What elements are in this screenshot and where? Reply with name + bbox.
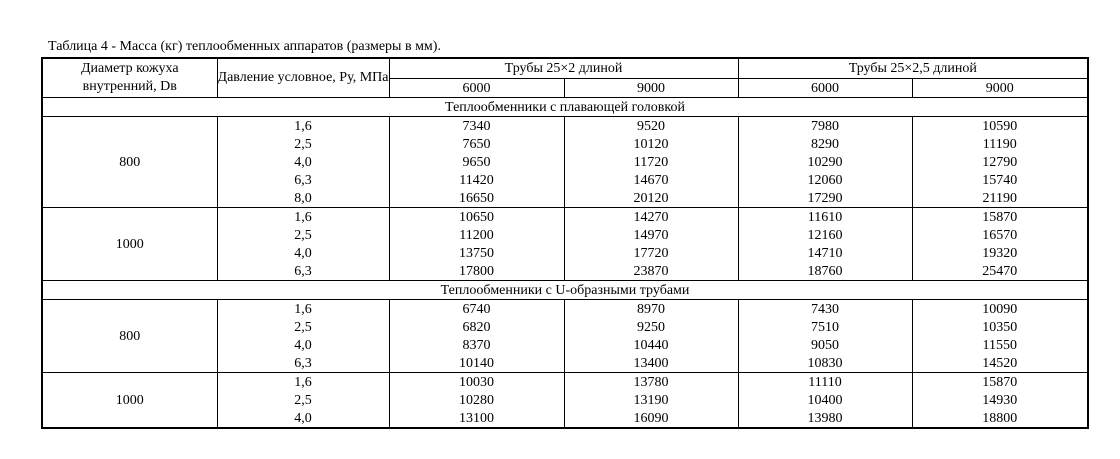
- mass-cell: 10830: [738, 354, 912, 373]
- mass-cell: 8970: [564, 300, 738, 319]
- mass-cell: 16570: [912, 226, 1088, 244]
- header-group-25x2-5: Трубы 25×2,5 длиной: [738, 58, 1088, 79]
- table-row: [42, 300, 1088, 319]
- mass-cell: 10280: [389, 391, 564, 409]
- mass-cell: 10290: [738, 153, 912, 171]
- mass-cell: 7510: [738, 318, 912, 336]
- mass-cell: 17290: [738, 189, 912, 208]
- mass-cell: 16090: [564, 409, 738, 428]
- mass-cell: 11610: [738, 208, 912, 227]
- pressure-cell: 4,0: [217, 153, 389, 171]
- header-row-1: [42, 58, 1088, 79]
- mass-cell: 25470: [912, 262, 1088, 281]
- pressure-cell: 1,6: [217, 300, 389, 319]
- mass-cell: 10120: [564, 135, 738, 153]
- table-caption: Таблица 4 - Масса (кг) теплообменных аппаратов (размеры в мм).: [48, 39, 441, 54]
- diameter-cell: 1000: [42, 373, 217, 429]
- mass-cell: 11720: [564, 153, 738, 171]
- mass-table: [41, 57, 1089, 429]
- section-row: [42, 281, 1088, 300]
- mass-cell: 10650: [389, 208, 564, 227]
- mass-cell: 18760: [738, 262, 912, 281]
- pressure-cell: 6,3: [217, 171, 389, 189]
- section-row: [42, 98, 1088, 117]
- mass-cell: 10140: [389, 354, 564, 373]
- mass-cell: 11110: [738, 373, 912, 392]
- mass-cell: 18800: [912, 409, 1088, 428]
- mass-cell: 8290: [738, 135, 912, 153]
- header-diameter: Диаметр кожуха внутренний, Dв: [42, 58, 217, 98]
- header-length-b1: 6000: [738, 79, 912, 98]
- mass-cell: 7980: [738, 117, 912, 136]
- header-pressure: Давление условное, Ру, МПа: [217, 58, 389, 98]
- mass-cell: 20120: [564, 189, 738, 208]
- mass-cell: 10030: [389, 373, 564, 392]
- mass-cell: 13190: [564, 391, 738, 409]
- mass-cell: 13100: [389, 409, 564, 428]
- mass-cell: 15870: [912, 373, 1088, 392]
- mass-cell: 11190: [912, 135, 1088, 153]
- header-length-a1: 6000: [389, 79, 564, 98]
- mass-cell: 14520: [912, 354, 1088, 373]
- mass-cell: 13750: [389, 244, 564, 262]
- pressure-cell: 8,0: [217, 189, 389, 208]
- mass-cell: 21190: [912, 189, 1088, 208]
- header-group-25x2: Трубы 25×2 длиной: [389, 58, 738, 79]
- mass-cell: 15740: [912, 171, 1088, 189]
- mass-cell: 11200: [389, 226, 564, 244]
- mass-cell: 14270: [564, 208, 738, 227]
- mass-cell: 10590: [912, 117, 1088, 136]
- mass-cell: 17720: [564, 244, 738, 262]
- mass-cell: 12060: [738, 171, 912, 189]
- mass-cell: 7340: [389, 117, 564, 136]
- pressure-cell: 2,5: [217, 135, 389, 153]
- mass-cell: 12160: [738, 226, 912, 244]
- mass-cell: 9250: [564, 318, 738, 336]
- mass-cell: 10440: [564, 336, 738, 354]
- mass-cell: 6740: [389, 300, 564, 319]
- mass-cell: 14970: [564, 226, 738, 244]
- mass-cell: 15870: [912, 208, 1088, 227]
- pressure-cell: 6,3: [217, 354, 389, 373]
- mass-cell: 13400: [564, 354, 738, 373]
- pressure-cell: 2,5: [217, 318, 389, 336]
- table-row: [42, 117, 1088, 136]
- mass-cell: 19320: [912, 244, 1088, 262]
- mass-cell: 23870: [564, 262, 738, 281]
- mass-cell: 13780: [564, 373, 738, 392]
- mass-cell: 6820: [389, 318, 564, 336]
- diameter-cell: 1000: [42, 208, 217, 281]
- pressure-cell: 2,5: [217, 391, 389, 409]
- pressure-cell: 4,0: [217, 336, 389, 354]
- mass-cell: 13980: [738, 409, 912, 428]
- mass-cell: 14710: [738, 244, 912, 262]
- mass-cell: 10400: [738, 391, 912, 409]
- mass-cell: 10090: [912, 300, 1088, 319]
- mass-cell: 9650: [389, 153, 564, 171]
- mass-cell: 12790: [912, 153, 1088, 171]
- mass-cell: 16650: [389, 189, 564, 208]
- mass-cell: 7650: [389, 135, 564, 153]
- mass-cell: 11420: [389, 171, 564, 189]
- pressure-cell: 4,0: [217, 244, 389, 262]
- mass-cell: 14930: [912, 391, 1088, 409]
- mass-cell: 14670: [564, 171, 738, 189]
- mass-cell: 9520: [564, 117, 738, 136]
- diameter-cell: 800: [42, 117, 217, 208]
- pressure-cell: 1,6: [217, 208, 389, 227]
- section-title: Теплообменники с U-образными трубами: [42, 281, 1088, 300]
- pressure-cell: 6,3: [217, 262, 389, 281]
- mass-cell: 10350: [912, 318, 1088, 336]
- header-length-a2: 9000: [564, 79, 738, 98]
- table-row: [42, 373, 1088, 392]
- mass-cell: 11550: [912, 336, 1088, 354]
- pressure-cell: 4,0: [217, 409, 389, 428]
- header-length-b2: 9000: [912, 79, 1088, 98]
- section-title: Теплообменники с плавающей головкой: [42, 98, 1088, 117]
- mass-cell: 17800: [389, 262, 564, 281]
- mass-cell: 9050: [738, 336, 912, 354]
- pressure-cell: 1,6: [217, 373, 389, 392]
- diameter-cell: 800: [42, 300, 217, 373]
- pressure-cell: 2,5: [217, 226, 389, 244]
- pressure-cell: 1,6: [217, 117, 389, 136]
- mass-cell: 7430: [738, 300, 912, 319]
- mass-cell: 8370: [389, 336, 564, 354]
- table-row: [42, 208, 1088, 227]
